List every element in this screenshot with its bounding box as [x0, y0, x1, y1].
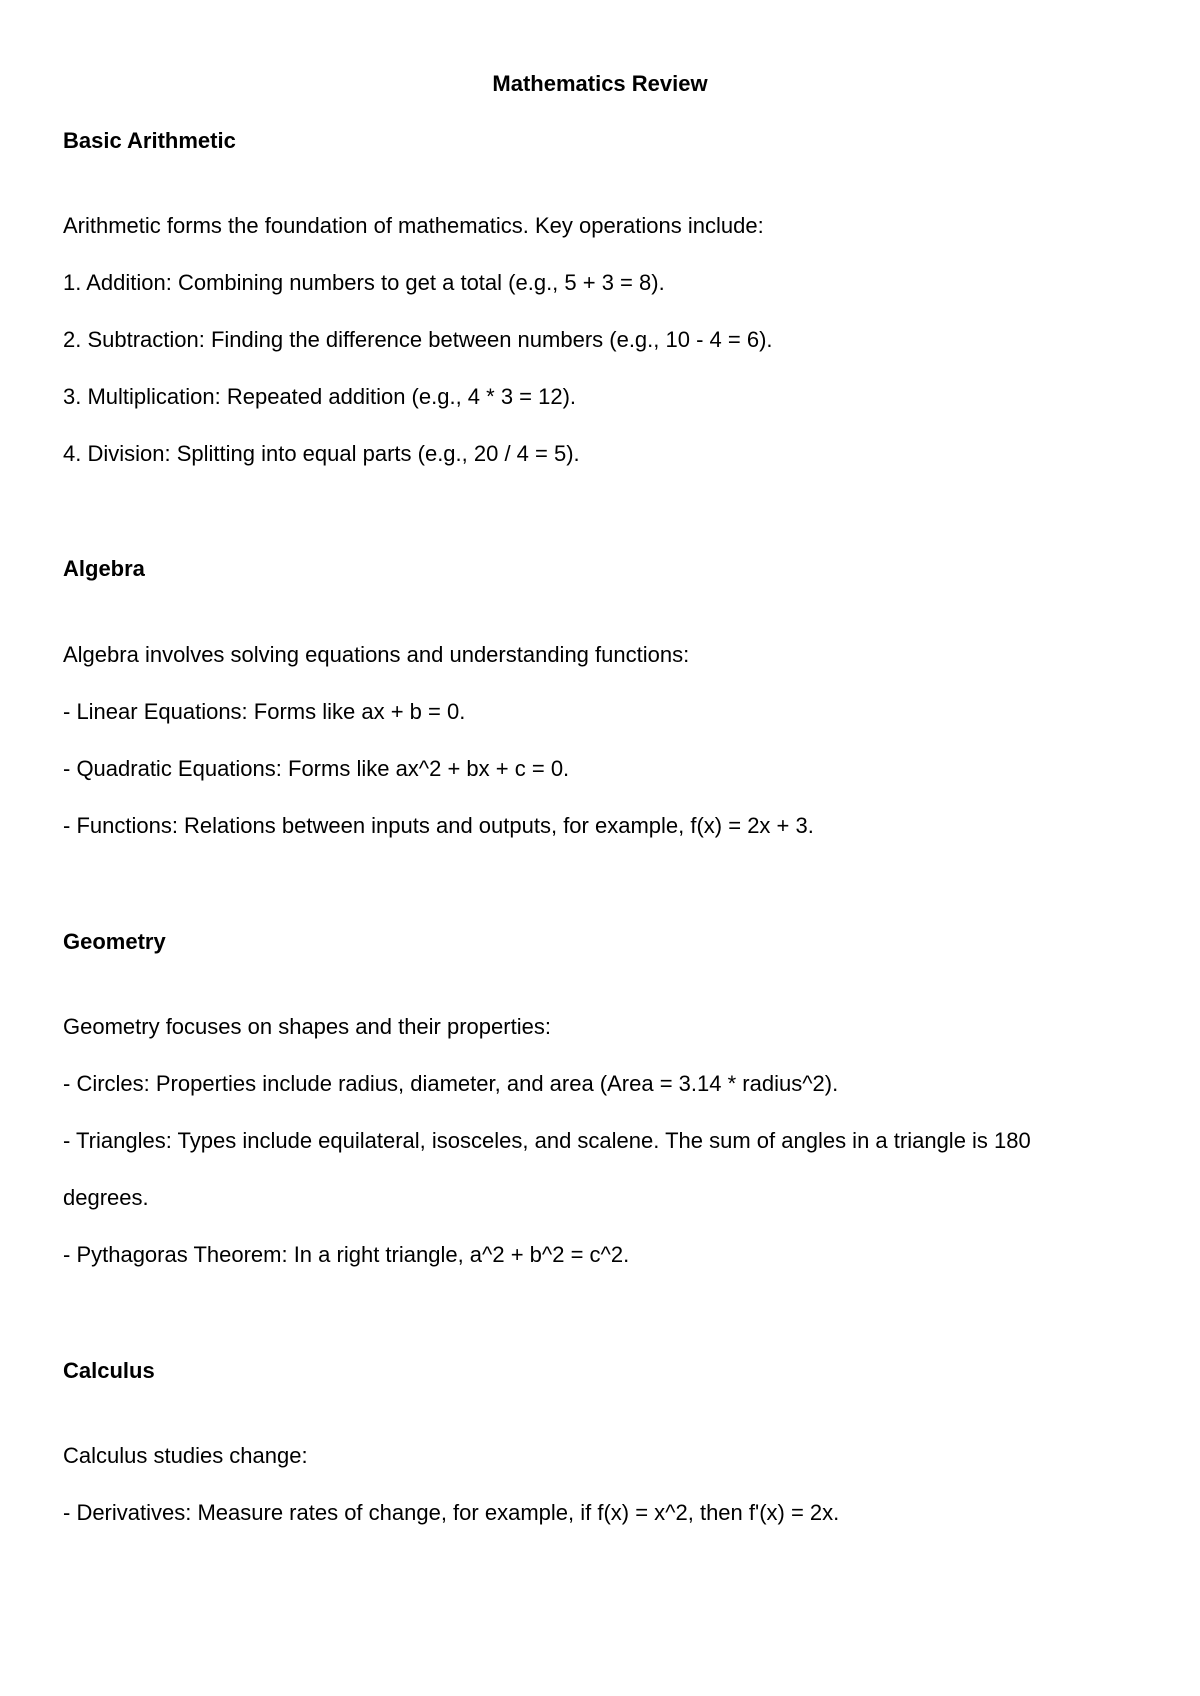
- section-intro-calculus: Calculus studies change:: [63, 1443, 308, 1468]
- page-title: Mathematics Review: [492, 71, 708, 96]
- list-item-derivatives: - Derivatives: Measure rates of change, for example, if f(x) = x^2, then f'(x) = 2x.: [63, 1500, 840, 1525]
- list-item-triangles: - Triangles: Types include equilateral, isosceles, and scalene. The sum of angles in a triangle is 180: [63, 1128, 1031, 1153]
- list-item-circles: - Circles: Properties include radius, diameter, and area (Area = 3.14 * radius^2).: [63, 1071, 839, 1096]
- section-intro-geometry: Geometry focuses on shapes and their properties:: [63, 1014, 551, 1039]
- list-item-subtraction: 2. Subtraction: Finding the difference between numbers (e.g., 10 - 4 = 6).: [63, 327, 773, 352]
- section-heading-geometry: Geometry: [63, 929, 166, 954]
- list-item-division: 4. Division: Splitting into equal parts (e.g., 20 / 4 = 5).: [63, 441, 580, 466]
- section-intro-basic-arithmetic: Arithmetic forms the foundation of mathematics. Key operations include:: [63, 213, 764, 238]
- section-intro-algebra: Algebra involves solving equations and understanding functions:: [63, 642, 690, 667]
- list-item-multiplication: 3. Multiplication: Repeated addition (e.g., 4 * 3 = 12).: [63, 384, 577, 409]
- list-item-addition: 1. Addition: Combining numbers to get a total (e.g., 5 + 3 = 8).: [63, 270, 665, 295]
- list-item-triangles-continued: degrees.: [63, 1185, 149, 1210]
- section-heading-calculus: Calculus: [63, 1358, 155, 1383]
- section-heading-basic-arithmetic: Basic Arithmetic: [63, 128, 236, 153]
- section-heading-algebra: Algebra: [63, 556, 145, 581]
- list-item-pythagoras: - Pythagoras Theorem: In a right triangle, a^2 + b^2 = c^2.: [63, 1242, 630, 1267]
- list-item-functions: - Functions: Relations between inputs and outputs, for example, f(x) = 2x + 3.: [63, 813, 814, 838]
- list-item-linear-equations: - Linear Equations: Forms like ax + b = 0.: [63, 699, 466, 724]
- list-item-quadratic-equations: - Quadratic Equations: Forms like ax^2 + bx + c = 0.: [63, 756, 570, 781]
